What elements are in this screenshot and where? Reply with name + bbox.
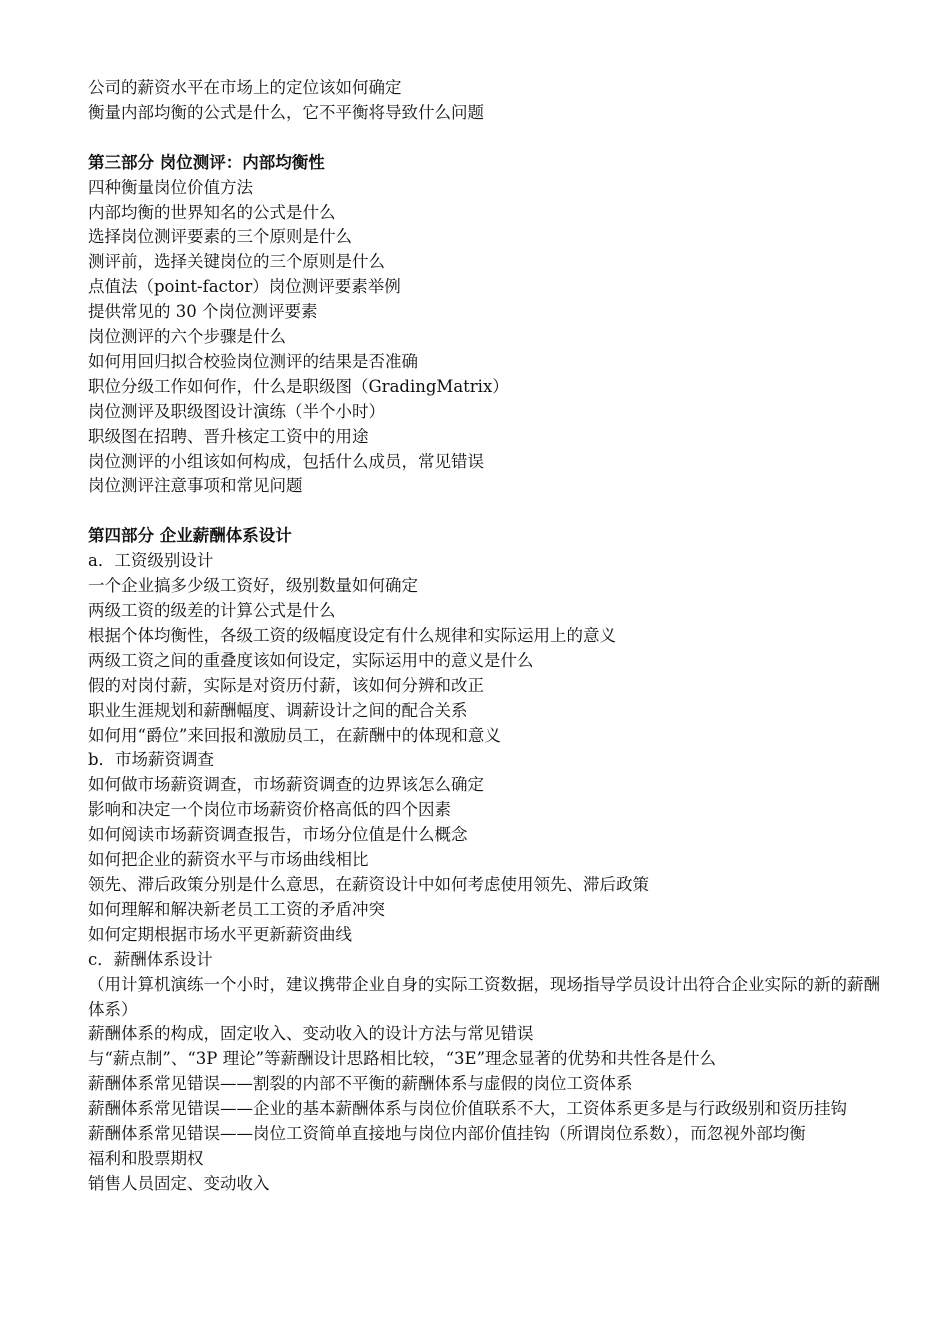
list-item: 如何把企业的薪资水平与市场曲线相比 [88, 850, 369, 870]
list-item: 如何阅读市场薪资调查报告，市场分位值是什么概念 [88, 825, 468, 845]
list-item: 薪酬体系常见错误——企业的基本薪酬体系与岗位价值联系不大，工资体系更多是与行政级别和资历挂钩 [88, 1099, 847, 1119]
list-item: 福利和股票期权 [88, 1148, 204, 1168]
list-item: 薪酬体系的构成，固定收入、变动收入的设计方法与常见错误 [88, 1024, 534, 1044]
intro-block [88, 76, 888, 126]
list-item: 如何做市场薪资调查，市场薪资调查的边界该怎么确定 [88, 775, 484, 795]
list-item: 岗位测评的六个步骤是什么 [88, 327, 286, 347]
list-item: 如何用“爵位”来回报和激励员工，在薪酬中的体现和意义 [88, 725, 501, 745]
blank-line [88, 499, 888, 524]
list-item: 如何理解和解决新老员工工资的矛盾冲突 [88, 899, 385, 919]
list-item: 薪酬体系常见错误——岗位工资简单直接地与岗位内部价值挂钩（所谓岗位系数），而忽视外部均衡 [88, 1124, 806, 1144]
list-item: 选择岗位测评要素的三个原则是什么 [88, 227, 352, 247]
list-item: 职业生涯规划和薪酬幅度、调薪设计之间的配合关系 [88, 700, 468, 720]
section-b [88, 748, 888, 947]
part4-heading: 第四部分 企业薪酬体系设计 [88, 526, 292, 546]
list-item: 如何用回归拟合校验岗位测评的结果是否准确 [88, 351, 418, 371]
document-page [88, 76, 888, 1197]
list-item: 岗位测评注意事项和常见问题 [88, 476, 303, 496]
list-item: 销售人员固定、变动收入 [88, 1173, 270, 1193]
list-item: 假的对岗付薪，实际是对资历付薪，该如何分辨和改正 [88, 675, 484, 695]
list-item: 与“薪点制”、“3P 理论”等薪酬设计思路相比较，“3E”理念显著的优势和共性各是什么 [88, 1049, 716, 1069]
list-item: 点值法（point-factor）岗位测评要素举例 [88, 277, 401, 297]
section-c [88, 948, 888, 1197]
list-item: 领先、滞后政策分别是什么意思，在薪资设计中如何考虑使用领先、滞后政策 [88, 874, 649, 894]
list-item: 职级图在招聘、晋升核定工资中的用途 [88, 426, 369, 446]
section-c-title: c．薪酬体系设计 [88, 949, 213, 969]
section-a [88, 549, 888, 748]
list-item: 两级工资的级差的计算公式是什么 [88, 601, 336, 620]
blank-line [88, 126, 888, 151]
section-a-title: a．工资级别设计 [88, 551, 214, 571]
list-item: 一个企业搞多少级工资好，级别数量如何确定 [88, 576, 418, 596]
list-item: 岗位测评及职级图设计演练（半个小时） [88, 401, 385, 421]
list-item: 职位分级工作如何作，什么是职级图（GradingMatrix） [88, 376, 509, 396]
list-item: （用计算机演练一个小时，建议携带企业自身的实际工资数据，现场指导学员设计出符合企业实际的新的薪酬体系） [88, 974, 880, 1019]
list-item: 两级工资之间的重叠度该如何设定，实际运用中的意义是什么 [88, 650, 534, 670]
list-item: 岗位测评的小组该如何构成，包括什么成员，常见错误 [88, 451, 484, 471]
section-b-title: b．市场薪资调查 [88, 750, 215, 770]
intro-line: 衡量内部均衡的公式是什么，它不平衡将导致什么问题 [88, 102, 484, 122]
part4-section [88, 524, 888, 1196]
list-item: 四种衡量岗位价值方法 [88, 177, 253, 197]
part3-heading: 第三部分 岗位测评：内部均衡性 [88, 152, 325, 172]
list-item: 提供常见的 30 个岗位测评要素 [88, 302, 318, 322]
intro-line: 公司的薪资水平在市场上的定位该如何确定 [88, 78, 402, 97]
list-item: 根据个体均衡性，各级工资的级幅度设定有什么规律和实际运用上的意义 [88, 625, 616, 645]
list-item: 薪酬体系常见错误——割裂的内部不平衡的薪酬体系与虚假的岗位工资体系 [88, 1074, 633, 1094]
list-item: 如何定期根据市场水平更新薪资曲线 [88, 924, 352, 944]
list-item: 内部均衡的世界知名的公式是什么 [88, 202, 336, 222]
part3-section [88, 151, 888, 500]
list-item: 测评前，选择关键岗位的三个原则是什么 [88, 252, 385, 272]
list-item: 影响和决定一个岗位市场薪资价格高低的四个因素 [88, 800, 451, 820]
